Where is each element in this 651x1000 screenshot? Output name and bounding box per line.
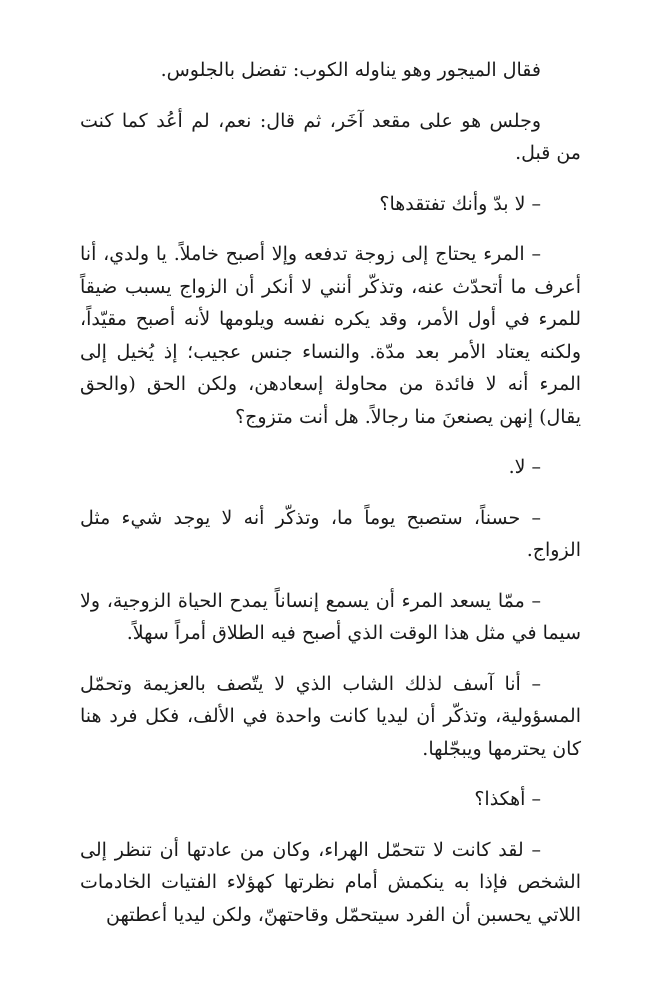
paragraph-2: وجلس هو على مقعد آخَر، ثم قال: نعم، لم أعُد كما كنت من قبل. — [80, 109, 581, 164]
paragraph-9: – أهكذا؟ — [474, 788, 541, 810]
paragraph-5: – لا. — [508, 456, 541, 478]
paragraph-10: – لقد كانت لا تتحمّل الهراء، وكان من عادتها أن تنظر إلى الشخص فإذا به ينكمش أمام نظرتها كهؤلاء الفتيات الخادمات اللاتي يحسبن أن الفرد سيتحمّل وقاحتهنّ، ولكن ليديا أعطتهن — [80, 838, 581, 926]
paragraph-3: – لا بدّ وأنك تفتقدها؟ — [379, 192, 541, 215]
paragraph-1: فقال الميجور وهو يناوله الكوب: تفضل بالجلوس. — [160, 59, 541, 81]
paragraph-7: – ممّا يسعد المرء أن يسمع إنساناً يمدح الحياة الزوجية، ولا سيما في مثل هذا الوقت الذي أصبح فيه الطلاق أمراً سهلاً. — [80, 589, 581, 644]
paragraph-4: – المرء يحتاج إلى زوجة تدفعه وإلا أصبح خاملاً. يا ولدي، أنا أعرف ما أتحدّث عنه، وتذكّر أنني لا أنكر أن الزواج يسبب ضيقاً للمرء في أول الأمر، وقد يكره نفسه ويلومها لأنه أصبح مقيّداً، ولكنه يعتاد الأمر بعد مدّة. والنساء جنس عجيب؛ إذ يُخيل إلى المرء أنه لا فائدة من محاولة إسعادهن، ولكن الحق (والحق يقال) إنهن يصنعنَ منا رجالاً. هل أنت متزوج؟ — [80, 243, 581, 428]
paragraph-6: – حسناً، ستصبح يوماً ما، وتذكّر أنه لا يوجد شيء مثل الزواج. — [80, 506, 581, 561]
paragraph-8: – أنا آسف لذلك الشاب الذي لا يتّصف بالعزيمة وتحمّل المسؤولية، وتذكّر أن ليديا كانت واحدة في الألف، فكل فرد هنا كان يحترمها ويبجّلها. — [80, 672, 581, 760]
